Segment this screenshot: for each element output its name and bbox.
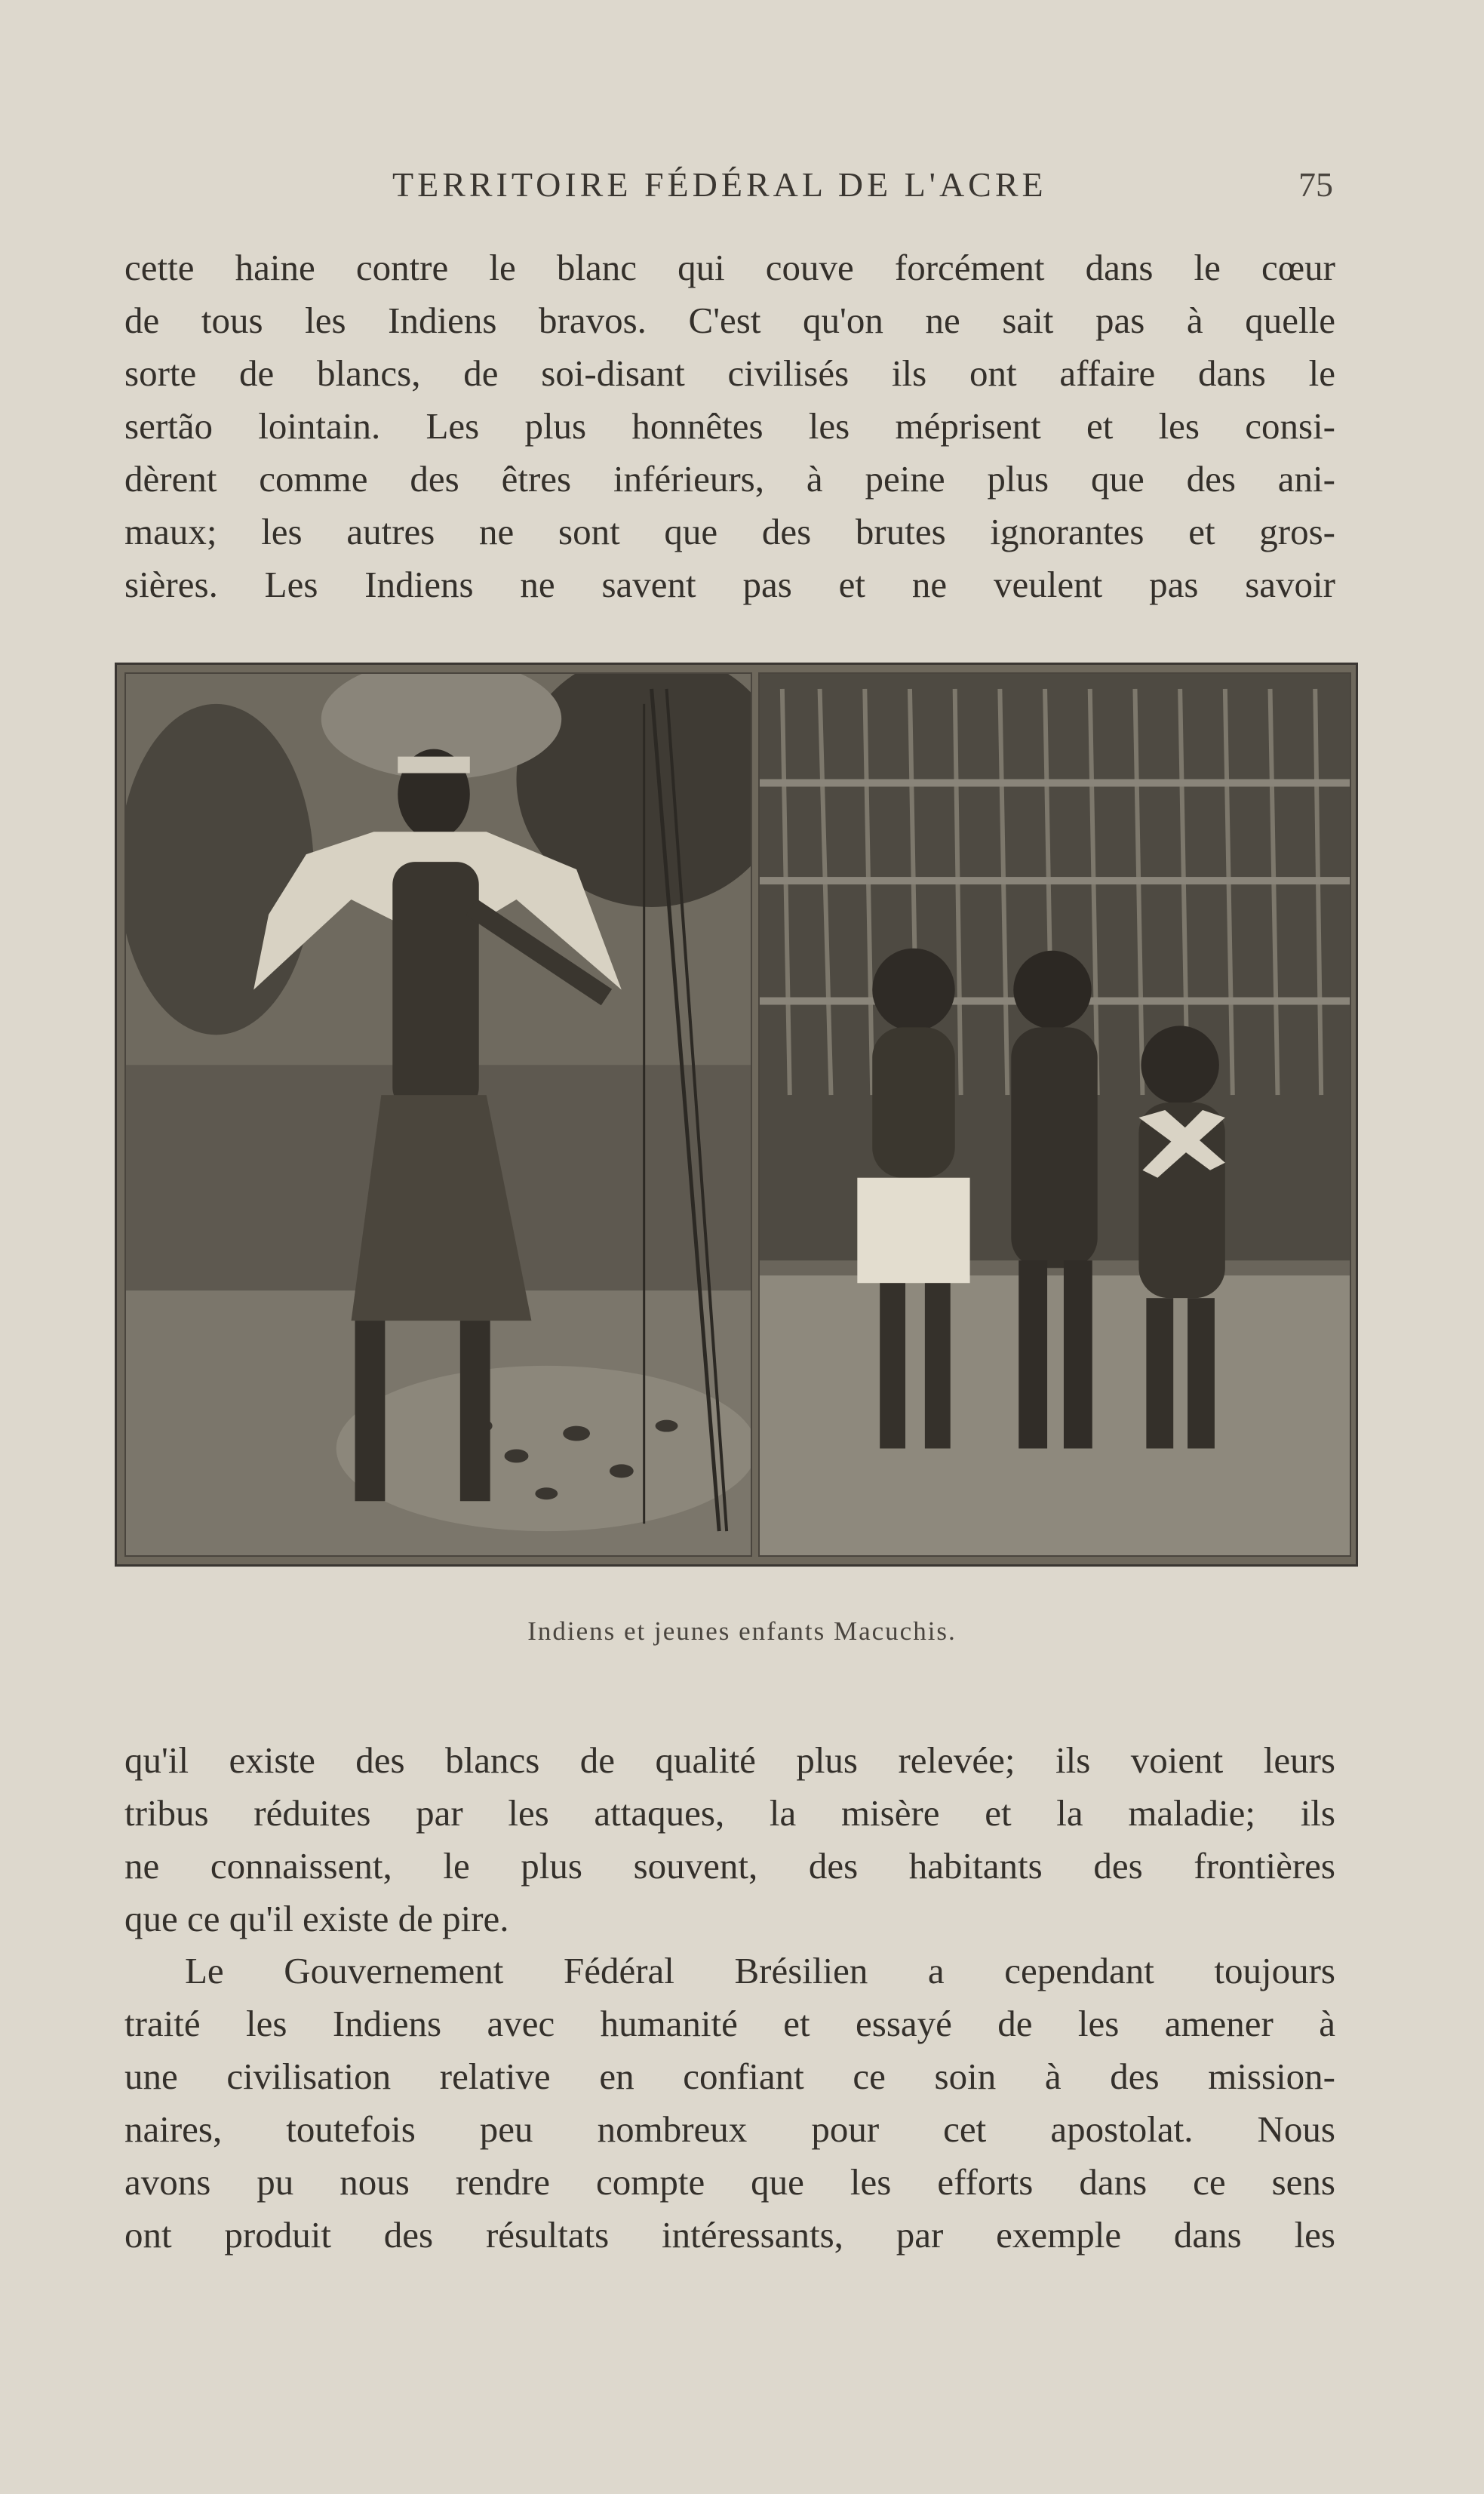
text-line: cette haine contre le blanc qui couve forcément dans le cœur: [124, 247, 1335, 288]
text-line: sorte de blancs, de soi-disant civilisés ils ont affaire dans le: [124, 352, 1335, 394]
text-line: une civilisation relative en confiant ce soin à des mission-: [124, 2056, 1335, 2097]
page-number: 75: [1298, 165, 1333, 204]
running-header: [0, 165, 1484, 217]
bottom-paragraph-2: [124, 1945, 1335, 2262]
photo-figure: [115, 663, 1358, 1567]
running-title: TERRITOIRE FÉDÉRAL DE L'ACRE: [392, 165, 1047, 204]
text-line: sières. Les Indiens ne savent pas et ne veulent pas savoir: [124, 564, 1335, 605]
figure-caption: Indiens et jeunes enfants Macuchis.: [527, 1616, 957, 1646]
text-line: dèrent comme des êtres inférieurs, à peine plus que des ani-: [124, 458, 1335, 500]
text-line: sertão lointain. Les plus honnêtes les méprisent et les consi-: [124, 405, 1335, 447]
text-line: qu'il existe des blancs de qualité plus relevée; ils voient leurs: [124, 1739, 1335, 1781]
text-line: de tous les Indiens bravos. C'est qu'on ne sait pas à quelle: [124, 300, 1335, 341]
text-line: maux; les autres ne sont que des brutes ignorantes et gros-: [124, 511, 1335, 552]
text-line: ont produit des résultats intéressants, par exemple dans les: [124, 2214, 1335, 2256]
photo-indian-warrior: [124, 672, 752, 1557]
text-line: naires, toutefois peu nombreux pour cet apostolat. Nous: [124, 2108, 1335, 2150]
top-paragraph: [124, 241, 1335, 611]
text-line: avons pu nous rendre compte que les efforts dans ce sens: [124, 2161, 1335, 2203]
photo-children: [758, 672, 1351, 1557]
children-photo-image: [760, 674, 1350, 1555]
text-line: traité les Indiens avec humanité et essayé de les amener à: [124, 2003, 1335, 2044]
text-line: Le Gouvernement Fédéral Brésilien a cependant toujours: [185, 1950, 1335, 1991]
text-line: tribus réduites par les attaques, la misère et la maladie; ils: [124, 1792, 1335, 1834]
text-line: que ce qu'il existe de pire.: [124, 1898, 509, 1939]
text-line: ne connaissent, le plus souvent, des habitants des frontières: [124, 1845, 1335, 1887]
bottom-paragraph-1: [124, 1734, 1335, 1945]
warrior-photo-image: [126, 674, 751, 1555]
